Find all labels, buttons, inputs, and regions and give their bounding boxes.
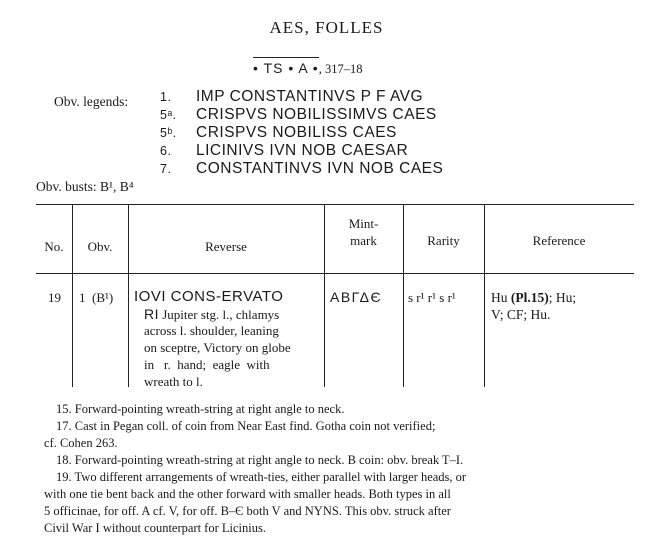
reference-text: ; Hu; — [548, 290, 577, 305]
reverse-description-line: across l. shoulder, leaning — [144, 323, 279, 338]
page-title: AES, FOLLES — [269, 18, 384, 37]
row-rarity: s r¹ r¹ s r¹ — [408, 290, 456, 305]
row-reference-line1 — [491, 290, 576, 306]
row-mintmark: ΑΒΓΔЄ — [330, 289, 383, 305]
footnote: 15. Forward-pointing wreath-string at right angle to neck. — [56, 402, 345, 416]
obverse-legend — [160, 142, 408, 160]
obverse-legend — [160, 88, 423, 106]
footnote: 18. Forward-pointing wreath-string at right angle to neck. B coin: obv. break T–I. — [56, 453, 464, 467]
row-obverse: 1 (B¹) — [79, 290, 114, 305]
obverse-legends-label: Obv. legends: — [54, 94, 129, 109]
reverse-description-line — [144, 306, 279, 323]
legend-number: 5ᵇ. — [160, 126, 177, 140]
header-reference: Reference — [532, 233, 586, 248]
header-no: No. — [44, 239, 64, 254]
header-obv: Obv. — [87, 239, 113, 254]
legend-number: 6. — [160, 144, 172, 158]
footnote: with one tie bent back and the other forward with smaller heads. Both types in all — [44, 487, 451, 501]
header-rarity: Rarity — [427, 233, 460, 248]
reverse-description-line: wreath to l. — [144, 374, 203, 389]
reverse-description-line: on sceptre, Victory on globe — [144, 340, 291, 355]
footnote: 19. Two different arrangements of wreath-ties, either parallel with larger heads, or — [56, 470, 467, 484]
header-mintmark-line2: mark — [350, 233, 377, 248]
header-reverse: Reverse — [205, 239, 247, 254]
officina-ri: RI — [144, 306, 159, 322]
footnote: Civil War I without counterpart for Licinius. — [44, 521, 266, 535]
mint-heading — [253, 60, 362, 78]
legend-number: 1. — [160, 90, 172, 104]
row-number: 19 — [48, 290, 61, 305]
reference-text: Hu — [491, 290, 511, 305]
legend-text: CONSTANTINVS IVN NOB CAES — [196, 160, 444, 177]
legend-text: IMP CONSTANTINVS P F AVG — [196, 88, 424, 105]
reverse-description-line: in r. hand; eagle with — [144, 357, 270, 372]
legend-number: 7. — [160, 162, 172, 176]
reverse-legend: IOVI CONS-ERVATO — [134, 288, 284, 305]
obverse-legend — [160, 124, 397, 142]
mint-mark: • TS • A • — [253, 57, 319, 76]
legend-text: LICINIVS IVN NOB CAESAR — [196, 142, 409, 159]
column-divider — [128, 205, 129, 387]
table-top-rule — [36, 204, 634, 205]
legend-number: 5ᵃ. — [160, 108, 177, 122]
reverse-text: Jupiter stg. l., chlamys — [159, 307, 280, 322]
footnote: 17. Cast in Pegan coll. of coin from Near East find. Gotha coin not verified; — [56, 419, 436, 433]
obverse-legend — [160, 106, 437, 124]
obverse-legend — [160, 160, 443, 178]
column-divider — [72, 205, 73, 387]
legend-text: CRISPVS NOBILISS CAES — [196, 124, 397, 141]
legend-text: CRISPVS NOBILISSIMVS CAES — [196, 106, 437, 123]
header-mintmark-line1: Mint- — [348, 216, 379, 231]
footnote: 5 officinae, for off. A cf. V, for off. B–Є both V and NYNS. This obv. struck after — [44, 504, 451, 518]
row-reference-line2: V; CF; Hu. — [491, 307, 551, 322]
obverse-busts: Obv. busts: B¹, B⁴ — [36, 179, 134, 194]
footnote: cf. Cohen 263. — [44, 436, 118, 450]
reference-plate: (Pl.15) — [510, 290, 549, 305]
mint-dates: , 317–18 — [318, 62, 363, 76]
table-header-rule — [36, 273, 634, 274]
